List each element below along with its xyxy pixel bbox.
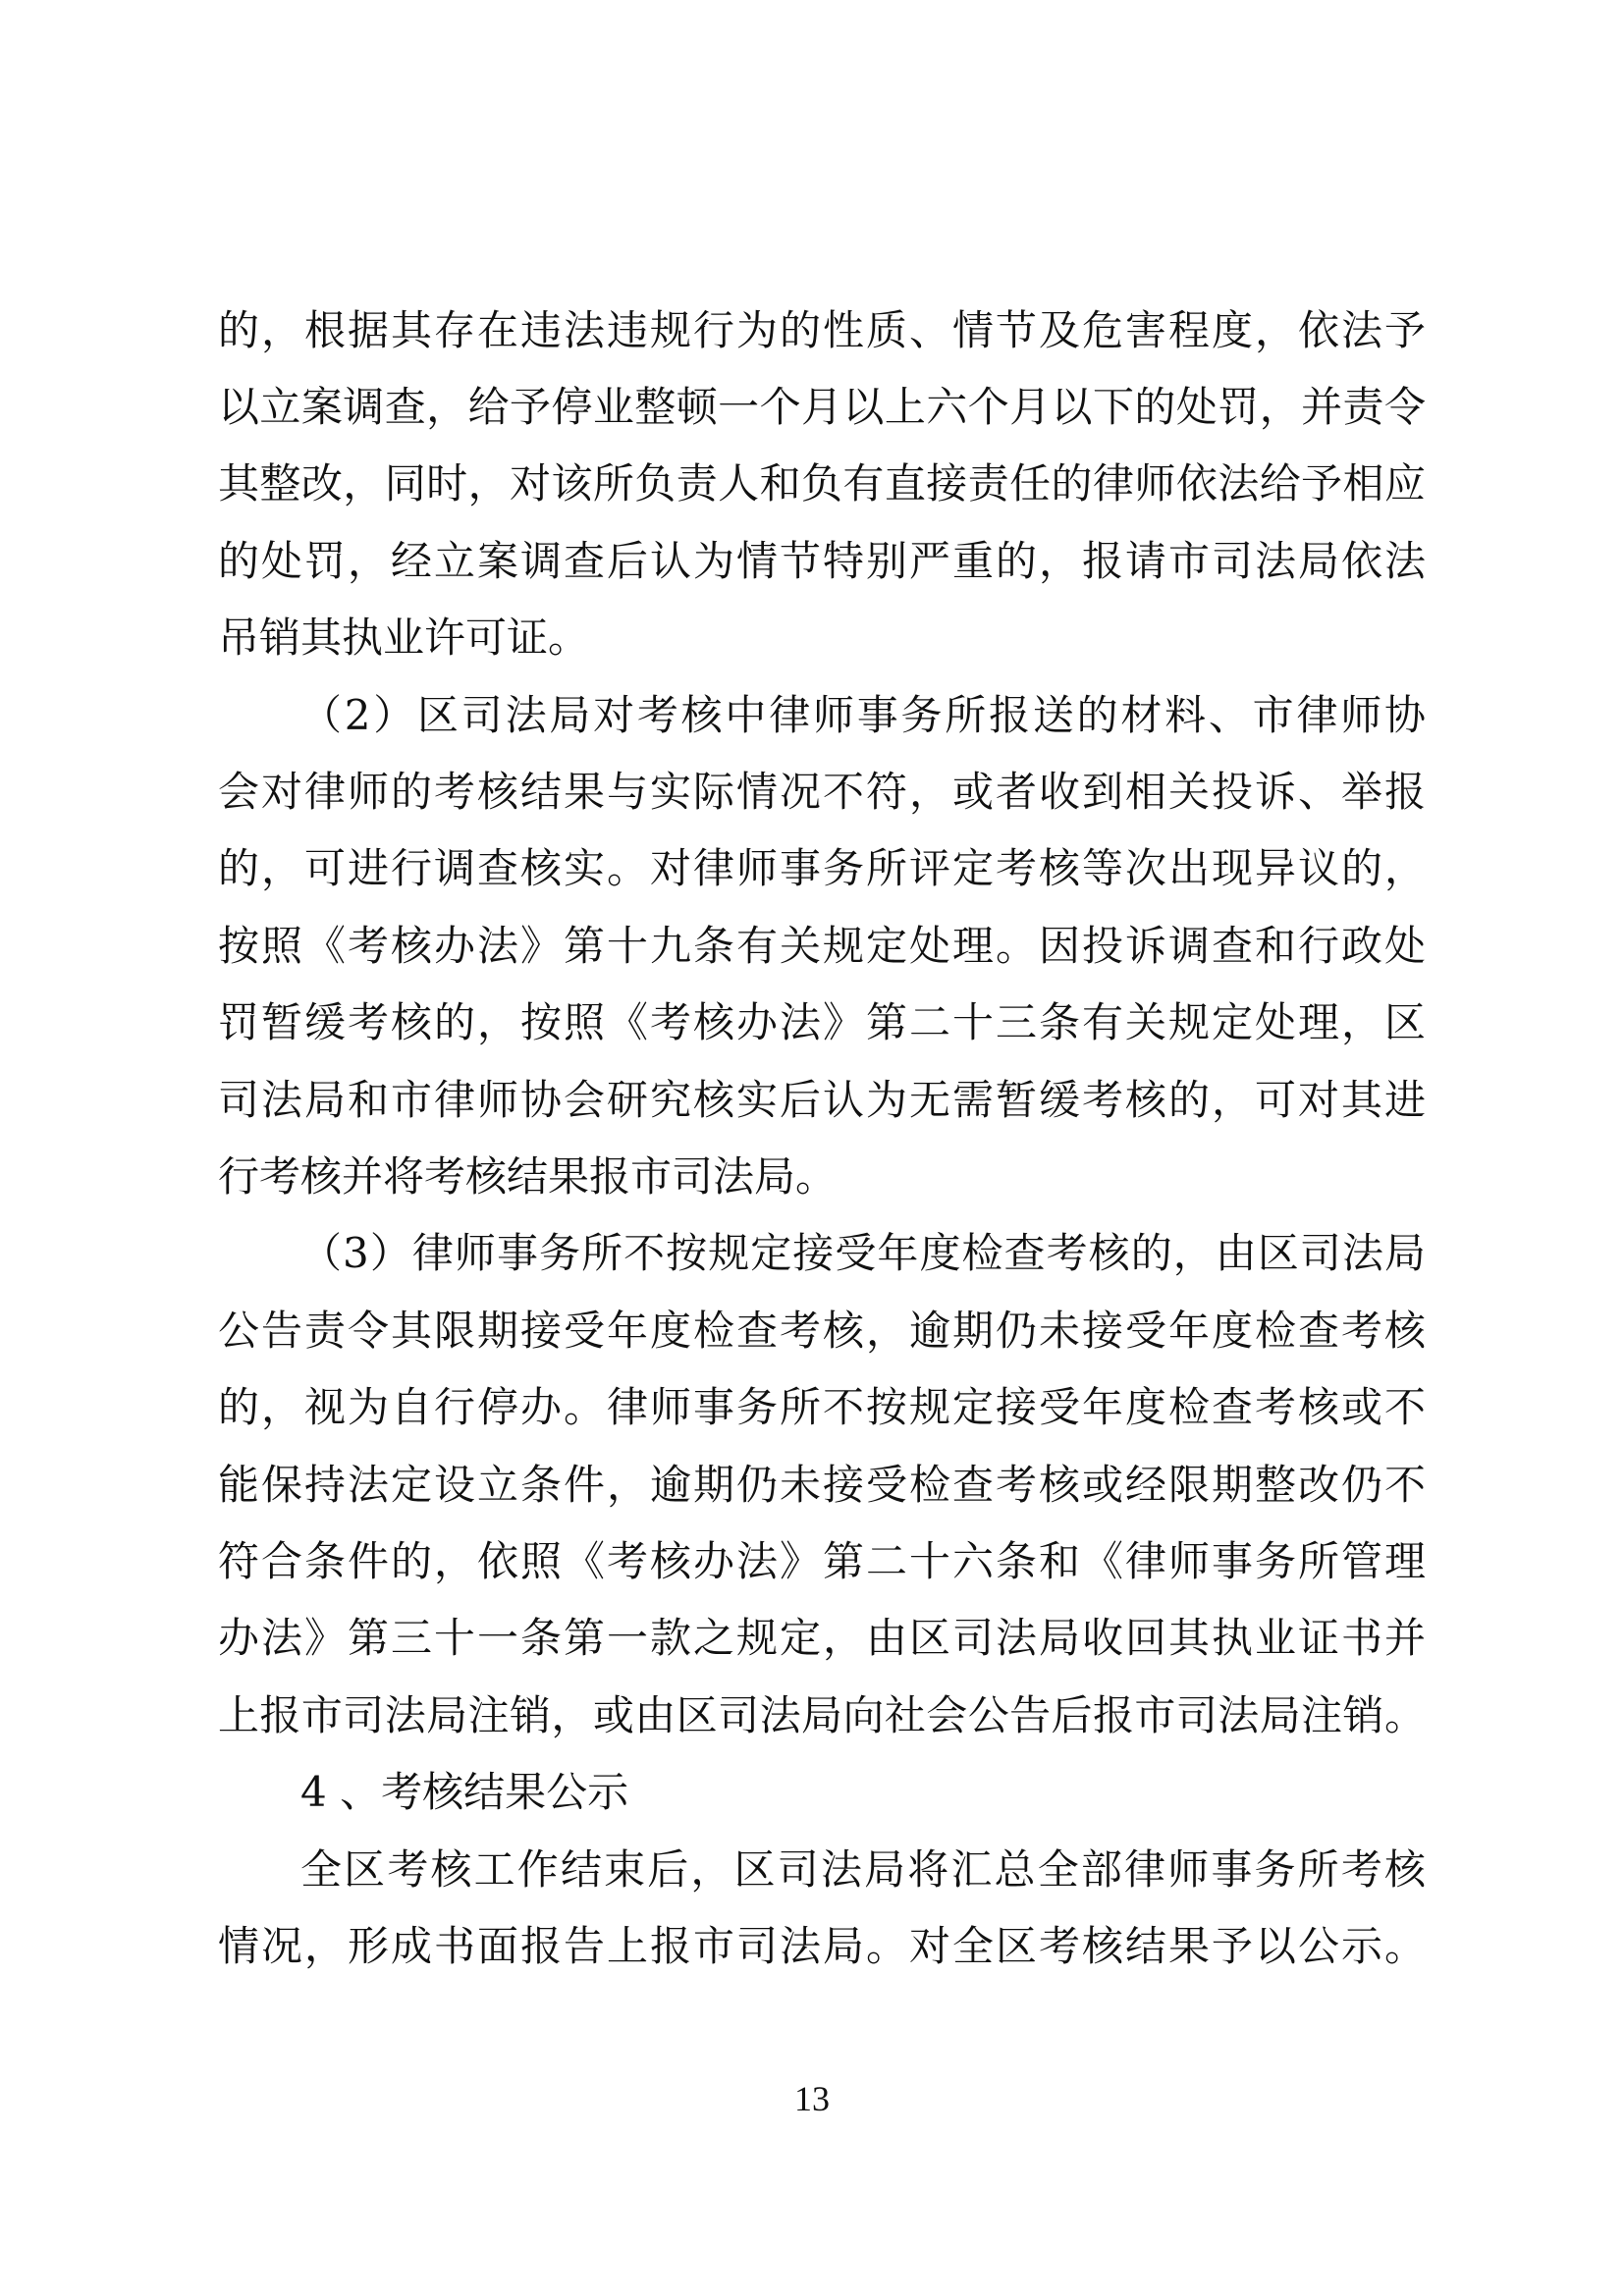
text-line: 情况，形成书面报告上报市司法局。对全区考核结果予以公示。 (218, 1922, 1426, 1970)
section-heading: 4 、考核结果公示 (300, 1768, 629, 1816)
text-line: 罚暂缓考核的，按照《考核办法》第二十三条有关规定处理，区 (218, 998, 1426, 1046)
text-line: 吊销其执业许可证。 (218, 614, 590, 662)
text-line: 其整改，同时，对该所负责人和负有直接责任的律师依法给予相应 (218, 459, 1426, 507)
text-line: 行考核并将考核结果报市司法局。 (218, 1152, 838, 1201)
text-line: 能保持法定设立条件，逾期仍未接受检查考核或经限期整改仍不 (218, 1461, 1426, 1509)
text-line: 公告责令其限期接受年度检查考核，逾期仍未接受年度检查考核 (218, 1307, 1426, 1355)
text-line: 的，根据其存在违法违规行为的性质、情节及危害程度，依法予 (218, 306, 1426, 354)
text-line: 上报市司法局注销，或由区司法局向社会公告后报市司法局注销。 (218, 1691, 1426, 1739)
paragraph-start-line: 全区考核工作结束后，区司法局将汇总全部律师事务所考核 (300, 1845, 1426, 1894)
paragraph-start-line: （2）区司法局对考核中律师事务所报送的材料、市律师协 (300, 691, 1426, 739)
page-number: 13 (794, 2079, 830, 2118)
text-line: 的，视为自行停办。律师事务所不按规定接受年度检查考核或不 (218, 1383, 1426, 1431)
text-line: 按照《考核办法》第十九条有关规定处理。因投诉调查和行政处 (218, 922, 1426, 970)
text-line: 的，可进行调查核实。对律师事务所评定考核等次出现异议的， (218, 844, 1426, 892)
text-line: 司法局和市律师协会研究核实后认为无需暂缓考核的，可对其进 (218, 1076, 1426, 1124)
text-line: 办法》第三十一条第一款之规定，由区司法局收回其执业证书并 (218, 1614, 1426, 1662)
paragraph-start-line: （3）律师事务所不按规定接受年度检查考核的，由区司法局 (300, 1229, 1426, 1277)
text-line: 的处罚，经立案调查后认为情节特别严重的，报请市司法局依法 (218, 537, 1426, 585)
text-line: 符合条件的，依照《考核办法》第二十六条和《律师事务所管理 (218, 1537, 1426, 1585)
text-line: 以立案调查，给予停业整顿一个月以上六个月以下的处罚，并责令 (218, 383, 1426, 431)
text-line: 会对律师的考核结果与实际情况不符，或者收到相关投诉、举报 (218, 768, 1426, 816)
